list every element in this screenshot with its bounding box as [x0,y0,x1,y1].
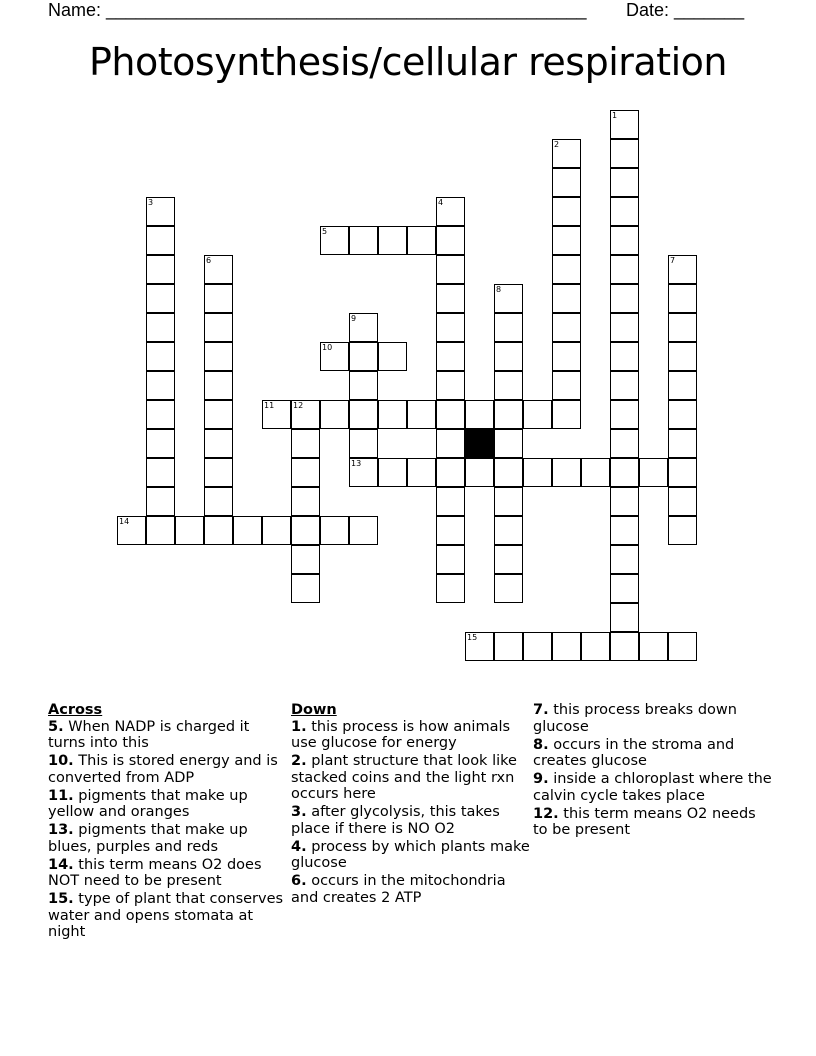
grid-cell[interactable] [349,313,378,342]
clue-num: 4. [291,838,307,855]
grid-cell[interactable] [494,632,523,661]
grid-cell[interactable] [436,516,465,545]
clue-text: this process is how animals use glucose for energy [291,718,511,751]
clue-num: 1. [291,718,307,735]
grid-cell[interactable] [436,429,465,458]
grid-cell[interactable] [146,516,175,545]
grid-cell[interactable] [436,226,465,255]
clue-number: 13 [351,459,362,468]
clue-text: inside a chloroplast where the calvin cycle takes place [533,771,772,804]
clue-text: pigments that make up blues, purples and reds [48,822,248,855]
clue-number: 8 [496,285,502,294]
grid-cell[interactable] [320,400,349,429]
clue-num: 13. [48,822,74,838]
clue [48,753,288,786]
grid-cell[interactable] [552,400,581,429]
grid-cell[interactable] [639,458,668,487]
grid-cell[interactable] [349,429,378,458]
grid-cell[interactable] [610,255,639,284]
grid-cell[interactable] [436,400,465,429]
clue [48,822,288,855]
grid-cell[interactable] [291,458,320,487]
grid-cell[interactable] [320,226,349,255]
grid-cell[interactable] [407,458,436,487]
grid-cell[interactable] [610,574,639,603]
grid-cell[interactable] [552,458,581,487]
grid-cell[interactable] [552,255,581,284]
grid-cell[interactable] [610,632,639,661]
grid-cell[interactable] [610,603,639,632]
grid-cell[interactable] [494,284,523,313]
grid-cell[interactable] [610,458,639,487]
down-clues-continued [533,702,773,840]
grid-cell[interactable] [117,516,146,545]
grid-cell[interactable] [146,487,175,516]
grid-cell[interactable] [668,342,697,371]
grid-cell[interactable] [494,429,523,458]
grid-cell[interactable] [668,255,697,284]
down-clues [291,702,531,908]
clue-num: 3. [291,804,307,820]
grid-cell[interactable] [494,313,523,342]
grid-cell[interactable] [204,255,233,284]
clue-num: 8. [533,736,549,753]
grid-cell[interactable] [320,342,349,371]
grid-cell[interactable] [204,516,233,545]
clue-num: 12. [533,805,559,822]
clue-text: process by which plants make glucose [291,838,530,871]
clue-number: 4 [438,198,444,207]
grid-cell[interactable] [494,574,523,603]
clue-text: This is stored energy and is converted from ADP [48,753,278,786]
clue-number: 11 [264,401,275,410]
grid-cell[interactable] [494,458,523,487]
grid-cell[interactable] [349,516,378,545]
grid-cell[interactable] [494,400,523,429]
grid-cell[interactable] [610,545,639,574]
grid-cell[interactable] [523,632,552,661]
clue-num: 6. [291,873,307,889]
grid-cell[interactable] [610,226,639,255]
name-field: Name: ________________________________________________ [48,0,587,20]
grid-cell[interactable] [668,632,697,661]
grid-cell[interactable] [349,371,378,400]
down-heading: Down [291,702,337,718]
clue-number: 1 [612,111,618,120]
clue-number: 2 [554,140,560,149]
grid-cell[interactable] [204,429,233,458]
grid-cell[interactable] [146,226,175,255]
grid-cell[interactable] [610,197,639,226]
grid-cell[interactable] [552,168,581,197]
grid-cell[interactable] [349,342,378,371]
clue [291,804,531,837]
grid-cell[interactable] [552,632,581,661]
grid-cell[interactable] [581,458,610,487]
grid-cell[interactable] [436,458,465,487]
grid-cell[interactable] [639,632,668,661]
grid-cell[interactable] [610,429,639,458]
grid-cell[interactable] [552,226,581,255]
grid-cell[interactable] [581,632,610,661]
grid-cell[interactable] [378,400,407,429]
grid-cell[interactable] [436,313,465,342]
grid-cell[interactable] [668,429,697,458]
grid-cell[interactable] [552,284,581,313]
clue [291,873,531,906]
clue-text: this term means O2 needs to be present [533,805,756,838]
clue [533,737,773,770]
grid-cell[interactable] [610,516,639,545]
clue-number: 12 [293,401,304,410]
grid-cell[interactable] [610,284,639,313]
grid-cell[interactable] [523,458,552,487]
grid-cell[interactable] [610,168,639,197]
grid-cell[interactable] [523,400,552,429]
grid-cell[interactable] [494,371,523,400]
grid-cell[interactable] [146,255,175,284]
grid-cell[interactable] [436,255,465,284]
clue-num: 9. [533,771,549,787]
black-cell [465,429,494,458]
grid-cell[interactable] [204,400,233,429]
grid-cell[interactable] [668,313,697,342]
grid-cell[interactable] [204,313,233,342]
clue [291,753,531,803]
clue-text: occurs in the mitochondria and creates 2 ATP [291,873,506,906]
clue [533,806,773,839]
grid-cell[interactable] [436,342,465,371]
grid-cell[interactable] [494,545,523,574]
clue-text: after glycolysis, this takes place if there is NO O2 [291,804,500,837]
grid-cell[interactable] [146,458,175,487]
grid-cell[interactable] [378,458,407,487]
clue-num: 7. [533,702,549,718]
clue-num: 14. [48,856,74,873]
clue-text: plant structure that look like stacked coins and the light rxn occurs here [291,753,517,802]
clue-number: 5 [322,227,328,236]
grid-cell[interactable] [291,545,320,574]
clue-text: this term means O2 does NOT need to be present [48,856,262,889]
grid-cell[interactable] [668,400,697,429]
clue [48,719,288,752]
date-field: Date: _______ [626,0,745,20]
grid-cell[interactable] [291,429,320,458]
grid-cell[interactable] [465,632,494,661]
grid-cell[interactable] [552,313,581,342]
grid-cell[interactable] [349,458,378,487]
grid-cell[interactable] [146,284,175,313]
clue [533,771,773,804]
grid-cell[interactable] [378,226,407,255]
clue-num: 11. [48,787,74,804]
grid-cell[interactable] [436,284,465,313]
grid-cell[interactable] [668,284,697,313]
grid-cell[interactable] [146,429,175,458]
grid-cell[interactable] [610,342,639,371]
grid-cell[interactable] [436,371,465,400]
grid-cell[interactable] [610,400,639,429]
clue-num: 15. [48,891,74,907]
clue-number: 14 [119,517,130,526]
clue [48,891,288,941]
clue-number: 7 [670,256,676,265]
grid-cell[interactable] [407,400,436,429]
clue-number: 3 [148,198,154,207]
grid-cell[interactable] [610,371,639,400]
grid-cell[interactable] [378,342,407,371]
grid-cell[interactable] [204,284,233,313]
grid-cell[interactable] [320,516,349,545]
grid-cell[interactable] [610,487,639,516]
clue-text: type of plant that conserves water and opens stomata at night [48,891,284,940]
grid-cell[interactable] [291,516,320,545]
clue-number: 9 [351,314,357,323]
grid-cell[interactable] [291,400,320,429]
clue [48,857,288,890]
grid-cell[interactable] [146,371,175,400]
grid-cell[interactable] [146,400,175,429]
grid-cell[interactable] [552,197,581,226]
grid-cell[interactable] [349,400,378,429]
grid-cell[interactable] [668,458,697,487]
grid-cell[interactable] [668,487,697,516]
grid-cell[interactable] [436,574,465,603]
grid-cell[interactable] [465,458,494,487]
grid-cell[interactable] [668,516,697,545]
grid-cell[interactable] [610,110,639,139]
clue-number: 15 [467,633,478,642]
grid-cell[interactable] [465,400,494,429]
grid-cell[interactable] [146,342,175,371]
clue-text: this process breaks down glucose [533,702,737,735]
clue-number: 10 [322,343,333,352]
grid-cell[interactable] [146,197,175,226]
grid-cell[interactable] [204,342,233,371]
grid-cell[interactable] [291,574,320,603]
grid-cell[interactable] [436,545,465,574]
clue [533,702,773,735]
grid-cell[interactable] [262,516,291,545]
clue [291,719,531,752]
clue-number: 6 [206,256,212,265]
grid-cell[interactable] [204,487,233,516]
grid-cell[interactable] [610,139,639,168]
clue [291,839,531,872]
clue-num: 5. [48,718,64,735]
clue-num: 2. [291,753,307,769]
clue [48,788,288,821]
grid-cell[interactable] [610,313,639,342]
clue-text: occurs in the stroma and creates glucose [533,736,735,769]
clue-num: 10. [48,753,74,769]
grid-cell[interactable] [204,371,233,400]
grid-cell[interactable] [552,139,581,168]
grid-cell[interactable] [552,342,581,371]
grid-cell[interactable] [233,516,262,545]
clue-text: pigments that make up yellow and oranges [48,787,248,820]
grid-cell[interactable] [436,487,465,516]
grid-cell[interactable] [204,458,233,487]
grid-cell[interactable] [494,487,523,516]
grid-cell[interactable] [552,371,581,400]
across-heading: Across [48,702,103,718]
grid-cell[interactable] [407,226,436,255]
grid-cell[interactable] [494,516,523,545]
grid-cell[interactable] [436,197,465,226]
grid-cell[interactable] [494,342,523,371]
page-title: Photosynthesis/cellular respiration [89,40,727,84]
grid-cell[interactable] [262,400,291,429]
across-clues [48,702,288,942]
grid-cell[interactable] [175,516,204,545]
grid-cell[interactable] [668,371,697,400]
grid-cell[interactable] [291,487,320,516]
grid-cell[interactable] [146,313,175,342]
grid-cell[interactable] [349,226,378,255]
clue-text: When NADP is charged it turns into this [48,718,250,751]
